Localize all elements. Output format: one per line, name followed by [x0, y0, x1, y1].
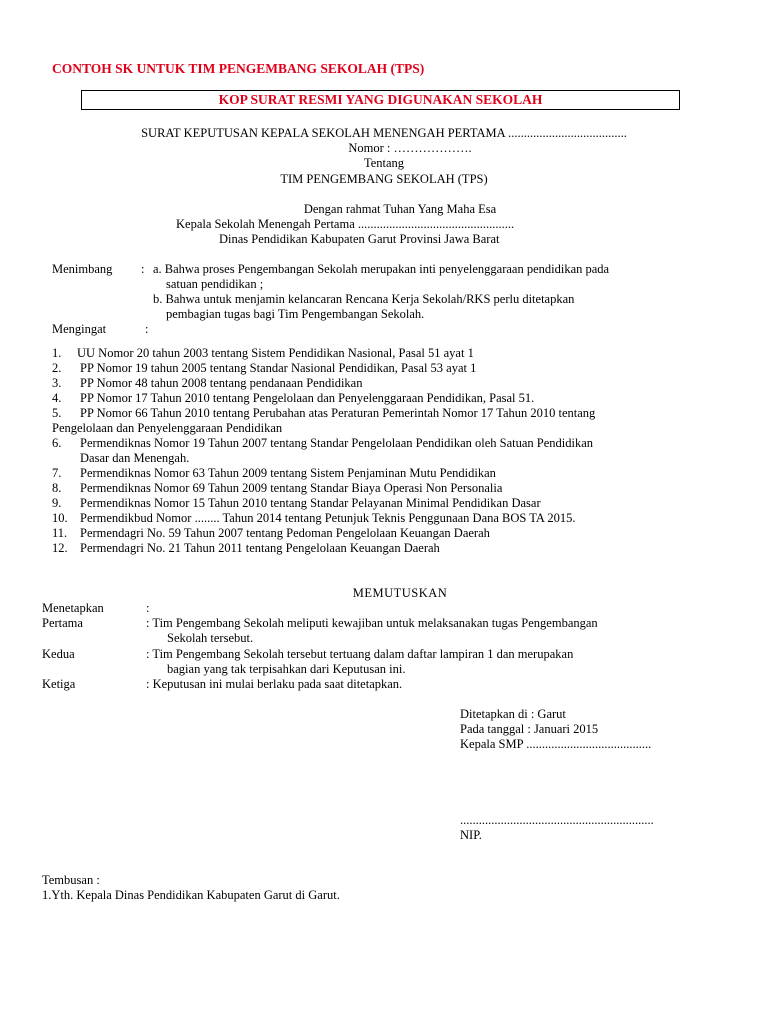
mengingat-colon: :: [145, 322, 149, 336]
list-item: UU Nomor 20 tahun 2003 tentang Sistem Pendidikan Nasional, Pasal 51 ayat 1: [77, 346, 474, 360]
tembusan-item: 1.Yth. Kepala Dinas Pendidikan Kabupaten Garut di Garut.: [42, 888, 340, 902]
list-number: 5.: [52, 406, 62, 420]
menimbang-label: Menimbang: [52, 262, 113, 276]
ketiga-label: Ketiga: [42, 677, 76, 691]
list-item: Permendiknas Nomor 19 Tahun 2007 tentang Standar Pengelolaan Pendidikan oleh Satuan Pendidikan: [80, 436, 594, 450]
menimbang-colon: :: [141, 262, 145, 276]
document-heading: CONTOH SK UNTUK TIM PENGEMBANG SEKOLAH (TPS): [52, 61, 425, 76]
signature-place: Ditetapkan di : Garut: [460, 707, 566, 721]
list-item: Permendagri No. 59 Tahun 2007 tentang Pedoman Pengelolaan Keuangan Daerah: [80, 526, 490, 540]
list-number: 3.: [52, 376, 62, 390]
list-number: 7.: [52, 466, 62, 480]
list-item: Permendiknas Nomor 15 Tahun 2010 tentang Standar Pelayanan Minimal Pendidikan Dasar: [80, 496, 541, 510]
list-number: 12.: [52, 541, 68, 555]
pertama-line-1: : Tim Pengembang Sekolah meliputi kewajiban untuk melaksanakan tugas Pengembangan: [146, 616, 598, 630]
letterhead-text: KOP SURAT RESMI YANG DIGUNAKAN SEKOLAH: [218, 92, 543, 107]
list-item: Permendagri No. 21 Tahun 2011 tentang Pengelolaan Keuangan Daerah: [80, 541, 440, 555]
list-item-continuation: Dasar dan Menengah.: [80, 451, 190, 465]
title-line: SURAT KEPUTUSAN KEPALA SEKOLAH MENENGAH PERTAMA ......................................: [141, 126, 627, 140]
list-number: 6.: [52, 436, 62, 450]
preamble-line-1: Dengan rahmat Tuhan Yang Maha Esa: [303, 202, 497, 216]
nomor-line: Nomor : ……………….: [348, 141, 472, 155]
kedua-line-1: : Tim Pengembang Sekolah tersebut tertuang dalam daftar lampiran 1 dan merupakan: [146, 647, 574, 661]
preamble-line-2: Kepala Sekolah Menengah Pertama ..................................................: [176, 217, 515, 231]
list-item: Permendiknas Nomor 63 Tahun 2009 tentang Sistem Penjaminan Mutu Pendidikan: [80, 466, 496, 480]
list-number: 2.: [52, 361, 62, 375]
memutuskan-heading: MEMUTUSKAN: [352, 586, 448, 600]
menimbang-b-line-2: pembagian tugas bagi Tim Pengembangan Sekolah.: [166, 307, 425, 321]
subject-line: TIM PENGEMBANG SEKOLAH (TPS): [280, 172, 488, 186]
preamble-line-3: Dinas Pendidikan Kabupaten Garut Provinsi Jawa Barat: [219, 232, 500, 246]
signature-title: Kepala SMP ........................................: [460, 737, 652, 751]
letterhead-box: [81, 90, 680, 110]
pertama-line-2: Sekolah tersebut.: [167, 631, 254, 645]
tentang-line: Tentang: [363, 156, 405, 170]
list-item: Permendikbud Nomor ........ Tahun 2014 tentang Petunjuk Teknis Penggunaan Dana BOS TA 2015.: [80, 511, 576, 525]
pertama-label: Pertama: [42, 616, 83, 630]
list-item: PP Nomor 17 Tahun 2010 tentang Pengelolaan dan Penyelenggaraan Pendidikan, Pasal 51.: [80, 391, 535, 405]
list-item: PP Nomor 48 tahun 2008 tentang pendanaan Pendidikan: [80, 376, 363, 390]
list-number: 4.: [52, 391, 62, 405]
menetapkan-label: Menetapkan: [42, 601, 104, 615]
tembusan-label: Tembusan :: [42, 873, 100, 887]
kedua-line-2: bagian yang tak terpisahkan dari Keputusan ini.: [167, 662, 406, 676]
mengingat-label: Mengingat: [52, 322, 107, 336]
menimbang-a-line-1: a. Bahwa proses Pengembangan Sekolah merupakan inti penyelenggaraan pendidikan pada: [153, 262, 610, 276]
ketiga-line-1: : Keputusan ini mulai berlaku pada saat ditetapkan.: [146, 677, 403, 691]
list-number: 11.: [52, 526, 68, 540]
signature-nip: NIP.: [460, 828, 482, 842]
list-item: PP Nomor 19 tahun 2005 tentang Standar Nasional Pendidikan, Pasal 53 ayat 1: [80, 361, 477, 375]
menimbang-a-line-2: satuan pendidikan ;: [166, 277, 264, 291]
list-item-continuation: Pengelolaan dan Penyelenggaraan Pendidikan: [52, 421, 283, 435]
list-number: 10.: [52, 511, 68, 525]
list-number: 1.: [52, 346, 62, 360]
list-number: 8.: [52, 481, 62, 495]
list-item: Permendiknas Nomor 69 Tahun 2009 tentang Standar Biaya Operasi Non Personalia: [80, 481, 503, 495]
signature-name-line: ..............................................................: [460, 813, 654, 827]
signature-date: Pada tanggal : Januari 2015: [460, 722, 599, 736]
list-number: 9.: [52, 496, 62, 510]
menimbang-b-line-1: b. Bahwa untuk menjamin kelancaran Rencana Kerja Sekolah/RKS perlu ditetapkan: [153, 292, 575, 306]
kedua-label: Kedua: [42, 647, 75, 661]
list-item: PP Nomor 66 Tahun 2010 tentang Perubahan atas Peraturan Pemerintah Nomor 17 Tahun 2010 tentang: [80, 406, 596, 420]
menetapkan-colon: :: [146, 601, 150, 615]
